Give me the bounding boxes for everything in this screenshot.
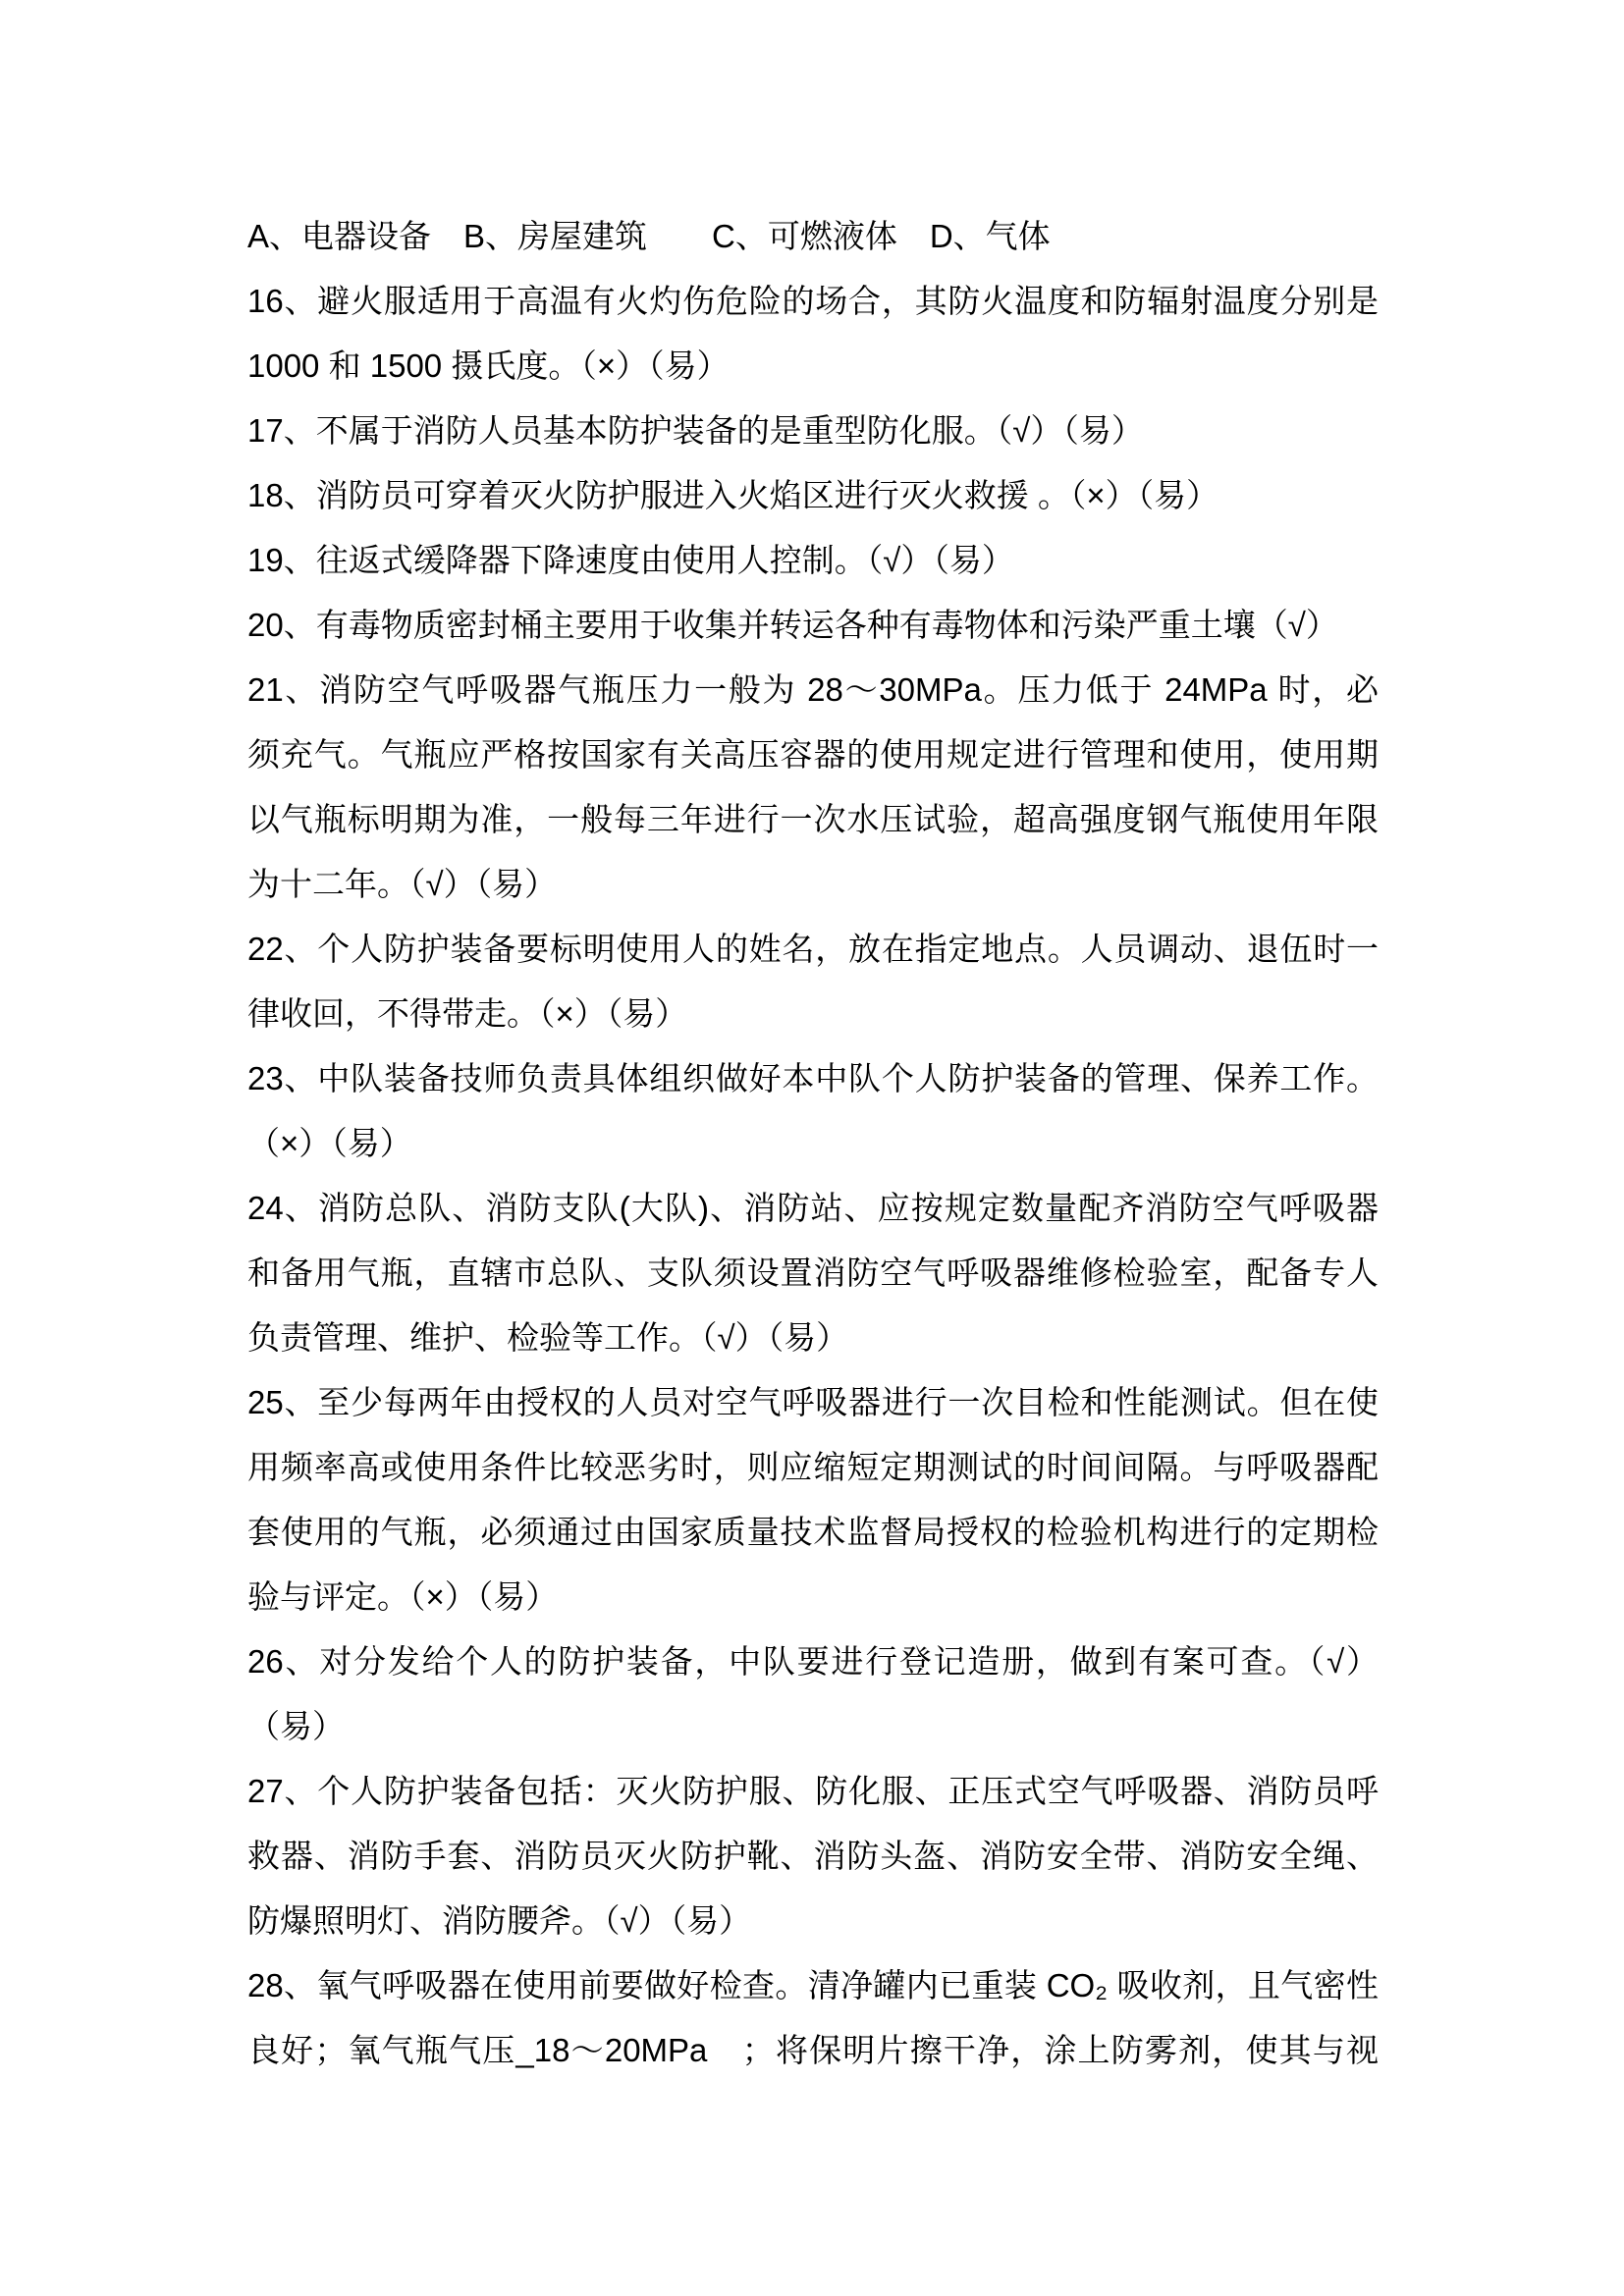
- text-line-q22-2: 律收回，不得带走。（×）（易）: [247, 995, 688, 1032]
- text-line-q28-2: 良好；氧气瓶气压_18～20MPa ；将保明片擦干净，涂上防雾剂，使其与视: [247, 2032, 1379, 2068]
- text-line-q25-2: 用频率高或使用条件比较恶劣时，则应缩短定期测试的时间间隔。与呼吸器配: [247, 1449, 1379, 1485]
- text-line-q16-2: 1000 和 1500 摄氏度。（×）（易）: [247, 347, 730, 384]
- text-line-q27-3: 防爆照明灯、消防腰斧。（√）（易）: [247, 1902, 752, 1939]
- text-line-q16-1: 16、避火服适用于高温有火灼伤危险的场合，其防火温度和防辐射温度分别是: [247, 283, 1379, 319]
- text-line-q26-1: 26、对分发给个人的防护装备，中队要进行登记造册，做到有案可查。（√）: [247, 1643, 1379, 1680]
- text-line-q24-3: 负责管理、维护、检验等工作。（√）（易）: [247, 1319, 849, 1356]
- text-line-q27-2: 救器、消防手套、消防员灭火防护靴、消防头盔、消防安全带、消防安全绳、: [247, 1838, 1379, 1874]
- text-line-q25-1: 25、至少每两年由授权的人员对空气呼吸器进行一次目检和性能测试。但在使: [247, 1384, 1379, 1420]
- text-line-q23-2: （×）（易）: [247, 1125, 412, 1161]
- text-line-q21-1: 21、消防空气呼吸器气瓶压力一般为 28～30MPa。压力低于 24MPa 时，必: [247, 671, 1379, 708]
- text-line-q21-2: 须充气。气瓶应严格按国家有关高压容器的使用规定进行管理和使用，使用期: [247, 736, 1379, 773]
- text-line-q25-3: 套使用的气瓶，必须通过由国家质量技术监督局授权的检验机构进行的定期检: [247, 1514, 1379, 1550]
- text-line-q19: 19、往返式缓降器下降速度由使用人控制。（√）（易）: [247, 542, 1014, 578]
- text-line-q21-3: 以气瓶标明期为准，一般每三年进行一次水压试验，超高强度钢气瓶使用年限: [247, 801, 1379, 837]
- text-line-q27-1: 27、个人防护装备包括：灭火防护服、防化服、正压式空气呼吸器、消防员呼: [247, 1773, 1379, 1809]
- text-line-q25-4: 验与评定。（×）（易）: [247, 1578, 559, 1615]
- text-line-q26-2: （易）: [247, 1708, 345, 1744]
- text-line-q18: 18、消防员可穿着灭火防护服进入火焰区进行灭火救援 。（×）（易）: [247, 477, 1219, 513]
- text-line-q17: 17、不属于消防人员基本防护装备的是重型防化服。（√）（易）: [247, 412, 1144, 449]
- text-line-q21-4: 为十二年。（√）（易）: [247, 866, 558, 902]
- text-line-options-abcd: A、电器设备 B、房屋建筑 C、可燃液体 D、气体: [247, 218, 1051, 254]
- text-line-q24-1: 24、消防总队、消防支队(大队)、消防站、应按规定数量配齐消防空气呼吸器: [247, 1190, 1379, 1226]
- text-line-q22-1: 22、个人防护装备要标明使用人的姓名，放在指定地点。人员调动、退伍时一: [247, 931, 1379, 967]
- text-line-q28-1: 28、氧气呼吸器在使用前要做好检查。清净罐内已重装 CO₂ 吸收剂，且气密性: [247, 1967, 1379, 2003]
- document-text-block: [247, 204, 1379, 2083]
- text-line-q20: 20、有毒物质密封桶主要用于收集并转运各种有毒物体和污染严重土壤（√）: [247, 607, 1338, 643]
- text-line-q24-2: 和备用气瓶，直辖市总队、支队须设置消防空气呼吸器维修检验室，配备专人: [247, 1255, 1379, 1291]
- text-line-q23-1: 23、中队装备技师负责具体组织做好本中队个人防护装备的管理、保养工作。: [247, 1060, 1379, 1096]
